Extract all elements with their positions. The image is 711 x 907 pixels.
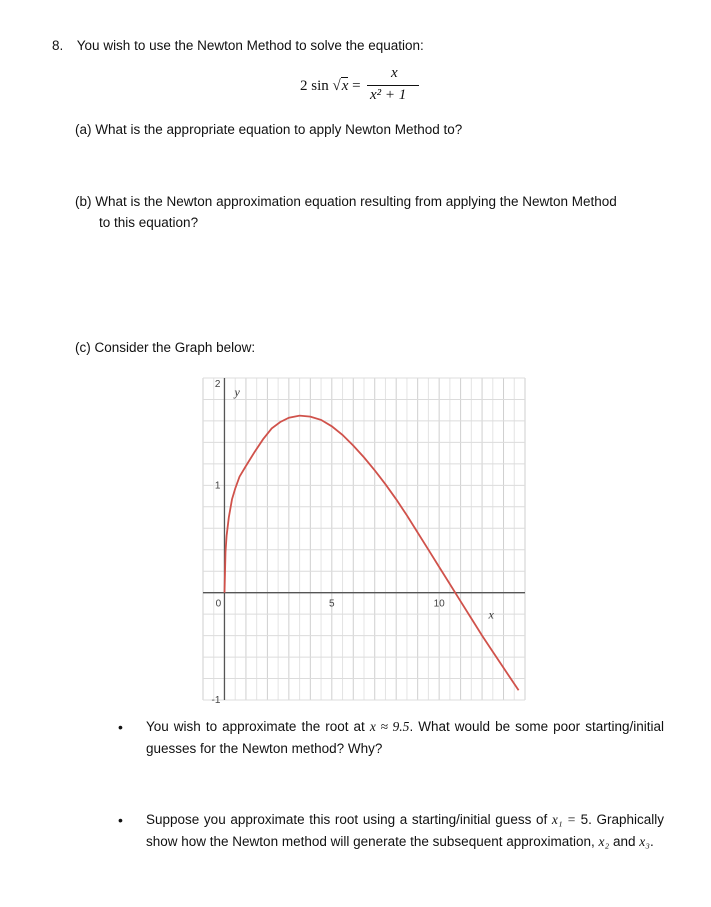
bullet-symbol: • [118, 812, 123, 828]
part-a-text: What is the appropriate equation to apply Newton Method to? [95, 122, 463, 137]
part-b-label: (b) [75, 194, 92, 209]
part-c [75, 340, 255, 355]
function-curve [225, 416, 519, 691]
part-c-text: Consider the Graph below: [94, 340, 256, 355]
part-b [75, 191, 617, 233]
question-intro: You wish to use the Newton Method to solve the equation: [76, 38, 424, 53]
x-tick-label: 10 [433, 598, 445, 610]
function-graph [180, 370, 530, 706]
fraction-bar [367, 85, 419, 86]
x-tick-label: 5 [329, 598, 335, 610]
bullet-2-math3: x₃ [639, 834, 650, 849]
part-a-label: (a) [75, 122, 92, 137]
y-tick-label: 2 [214, 379, 221, 390]
equation-display [300, 63, 440, 107]
question-number: 8. [52, 38, 64, 53]
bullet-2-math2: x₂ [598, 834, 610, 849]
bullet-1-text [146, 716, 664, 760]
graph-grid [203, 378, 525, 700]
bullet-2-text-before: Suppose you approximate this root using a starting/initial guess of [146, 812, 552, 827]
x-axis-label: x [488, 607, 494, 622]
part-b-text-line2: to this equation? [99, 215, 199, 230]
bullet-1-text-after: . What would be some poor starting/initial guesses for the Newton method? Why? [146, 719, 664, 756]
equation-denominator: x² + 1 [370, 87, 407, 103]
x-tick-label: 0 [215, 598, 222, 610]
bullet-2-math: x₁ = [551, 812, 576, 827]
bullet-2-text-and: and [609, 834, 640, 849]
bullet-1-text-before: You wish to approximate the root at [146, 719, 370, 734]
equals-sign: = [352, 78, 361, 94]
equation-lhs-coef: 2 sin [300, 78, 333, 94]
sqrt-sign: √ [332, 78, 341, 94]
part-c-label: (c) [75, 340, 91, 355]
bullet-2-text-end: . [649, 834, 654, 849]
y-axis-label: y [234, 385, 240, 399]
y-tick-label: -1 [211, 695, 221, 706]
y-tick-label: 1 [214, 480, 221, 492]
equation-lhs [300, 78, 361, 95]
bullet-2-text-mid: 5. Graphically show how the Newton method will generate the subsequent approximation, [146, 812, 665, 849]
bullet-1-math: x ≈ 9.5 [369, 719, 410, 734]
equation-radicand: x [341, 78, 349, 94]
equation-numerator: x [391, 65, 398, 81]
question-header [52, 38, 424, 53]
part-a [75, 122, 462, 137]
part-b-text-line1: What is the Newton approximation equation resulting from applying the Newton Method [95, 194, 617, 209]
bullet-symbol: • [118, 719, 123, 735]
bullet-2-text [146, 809, 664, 853]
